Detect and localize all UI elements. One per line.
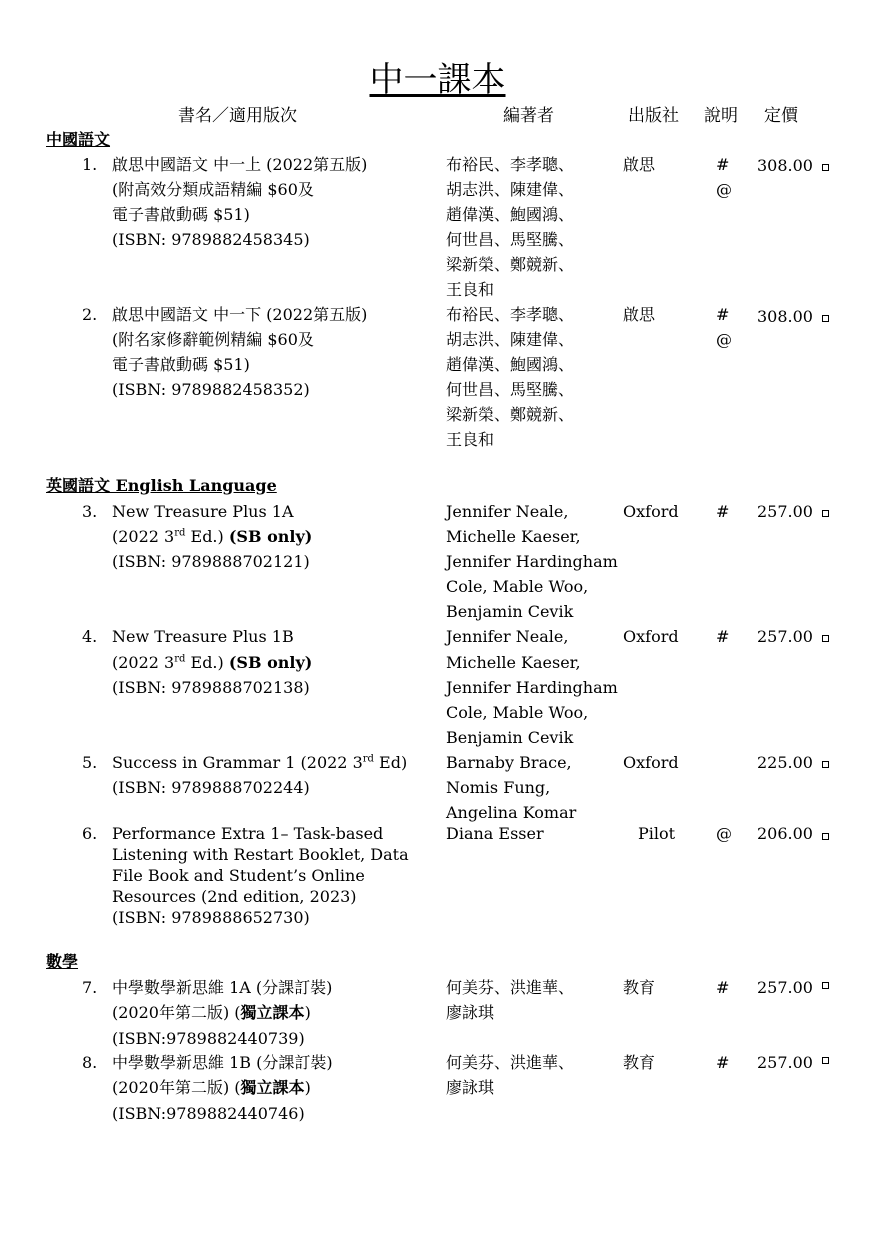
note-mark: @: [716, 824, 732, 843]
author-line: 何世昌、馬堅騰、: [446, 230, 575, 249]
note-mark: #: [716, 627, 730, 646]
note-mark: #: [716, 1053, 730, 1072]
publisher: 啟思: [623, 305, 656, 324]
author-line: Benjamin Cevik: [446, 602, 574, 621]
book-isbn: (ISBN: 9789882458345): [112, 230, 310, 249]
order-checkbox[interactable]: [822, 510, 829, 517]
author-line: 趙偉漢、鮑國鴻、: [446, 355, 575, 374]
item-number: 5.: [82, 753, 98, 772]
book-isbn: (ISBN:9789882440746): [112, 1104, 305, 1123]
book-edition: (2022 3rd Ed.) (SB only): [112, 653, 313, 672]
author-line: 王良和: [446, 430, 495, 449]
note-mark: #: [716, 978, 730, 997]
header-publisher: 出版社: [628, 106, 679, 126]
author-line: 胡志洪、陳建偉、: [446, 330, 575, 349]
author-line: 廖詠琪: [446, 1078, 495, 1097]
book-title-line: Performance Extra 1– Task-based: [112, 824, 384, 843]
publisher: 教育: [623, 1053, 656, 1072]
header-price: 定價: [764, 106, 798, 126]
book-title-line: (附名家修辭範例精編 $60及: [112, 330, 314, 349]
author-line: Angelina Komar: [446, 803, 577, 822]
publisher: 啟思: [623, 155, 656, 174]
book-title-line: 啟思中國語文 中一下 (2022第五版): [112, 305, 368, 324]
author-line: Diana Esser: [446, 824, 544, 843]
price: 308.00: [757, 307, 813, 326]
author-line: 廖詠琪: [446, 1003, 495, 1022]
book-title-line: 中學數學新思維 1A (分課訂裝): [112, 978, 333, 997]
author-line: Jennifer Hardingham: [446, 552, 618, 571]
item-number: 2.: [82, 305, 98, 324]
book-edition: (2020年第二版) (獨立課本): [112, 1003, 311, 1022]
item-number: 7.: [82, 978, 98, 997]
book-title-line: 啟思中國語文 中一上 (2022第五版): [112, 155, 368, 174]
author-line: Michelle Kaeser,: [446, 653, 581, 672]
header-note: 說明: [704, 106, 738, 126]
note-mark: #: [716, 305, 730, 324]
section-english: 英國語文 English Language: [46, 476, 277, 495]
book-isbn: (ISBN: 9789888702138): [112, 678, 310, 697]
author-line: Michelle Kaeser,: [446, 527, 581, 546]
book-isbn: (ISBN: 9789888702244): [112, 778, 310, 797]
price: 206.00: [757, 824, 813, 843]
order-checkbox[interactable]: [822, 833, 829, 840]
author-line: 趙偉漢、鮑國鴻、: [446, 205, 575, 224]
note-mark: @: [716, 330, 732, 349]
author-line: 布裕民、李孝聰、: [446, 155, 575, 174]
publisher: Oxford: [623, 502, 679, 521]
book-title-line: Success in Grammar 1 (2022 3rd Ed): [112, 753, 408, 772]
author-line: Cole, Mable Woo,: [446, 577, 589, 596]
author-line: 梁新榮、鄭競新、: [446, 405, 575, 424]
author-line: 何美芬、洪進華、: [446, 1053, 575, 1072]
book-title-line: New Treasure Plus 1A: [112, 502, 294, 521]
price: 257.00: [757, 502, 813, 521]
note-mark: @: [716, 180, 732, 199]
author-line: Cole, Mable Woo,: [446, 703, 589, 722]
order-checkbox[interactable]: [822, 164, 829, 171]
author-line: 胡志洪、陳建偉、: [446, 180, 575, 199]
order-checkbox[interactable]: [822, 315, 829, 322]
section-chinese: 中國語文: [46, 130, 111, 149]
author-line: Nomis Fung,: [446, 778, 551, 797]
publisher: Oxford: [623, 627, 679, 646]
author-line: 王良和: [446, 280, 495, 299]
book-edition: (2022 3rd Ed.) (SB only): [112, 527, 313, 546]
item-number: 4.: [82, 627, 98, 646]
item-number: 8.: [82, 1053, 98, 1072]
header-book-title: 書名／適用版次: [178, 106, 297, 126]
book-title-line: Listening with Restart Booklet, Data: [112, 845, 409, 864]
book-title-line: File Book and Student’s Online: [112, 866, 365, 885]
header-author: 編著者: [503, 106, 554, 126]
price: 308.00: [757, 156, 813, 175]
book-edition: (2020年第二版) (獨立課本): [112, 1078, 311, 1097]
order-checkbox[interactable]: [822, 761, 829, 768]
book-isbn: (ISBN: 9789882458352): [112, 380, 310, 399]
item-number: 6.: [82, 824, 98, 843]
price: 257.00: [757, 627, 813, 646]
price: 257.00: [757, 978, 813, 997]
author-line: 梁新榮、鄭競新、: [446, 255, 575, 274]
section-math: 數學: [46, 952, 79, 971]
author-line: Benjamin Cevik: [446, 728, 574, 747]
price: 257.00: [757, 1053, 813, 1072]
author-line: 何世昌、馬堅騰、: [446, 380, 575, 399]
order-checkbox[interactable]: [822, 982, 829, 989]
book-title-line: Resources (2nd edition, 2023): [112, 887, 357, 906]
book-title-line: (附高效分類成語精編 $60及: [112, 180, 314, 199]
page-title: 中一課本: [369, 60, 506, 100]
order-checkbox[interactable]: [822, 635, 829, 642]
book-isbn: (ISBN: 9789888702121): [112, 552, 310, 571]
author-line: 何美芬、洪進華、: [446, 978, 575, 997]
book-title-line: 電子書啟動碼 $51): [112, 355, 250, 374]
author-line: Jennifer Neale,: [446, 627, 569, 646]
author-line: 布裕民、李孝聰、: [446, 305, 575, 324]
author-line: Jennifer Hardingham: [446, 678, 618, 697]
book-title-line: 電子書啟動碼 $51): [112, 205, 250, 224]
book-isbn: (ISBN: 9789888652730): [112, 908, 310, 927]
note-mark: #: [716, 155, 730, 174]
author-line: Jennifer Neale,: [446, 502, 569, 521]
note-mark: #: [716, 502, 730, 521]
item-number: 3.: [82, 502, 98, 521]
book-title-line: New Treasure Plus 1B: [112, 627, 294, 646]
publisher: Pilot: [638, 824, 676, 843]
publisher: 教育: [623, 978, 656, 997]
order-checkbox[interactable]: [822, 1057, 829, 1064]
publisher: Oxford: [623, 753, 679, 772]
author-line: Barnaby Brace,: [446, 753, 572, 772]
item-number: 1.: [82, 155, 98, 174]
book-title-line: 中學數學新思維 1B (分課訂裝): [112, 1053, 333, 1072]
book-isbn: (ISBN:9789882440739): [112, 1029, 305, 1048]
price: 225.00: [757, 753, 813, 772]
